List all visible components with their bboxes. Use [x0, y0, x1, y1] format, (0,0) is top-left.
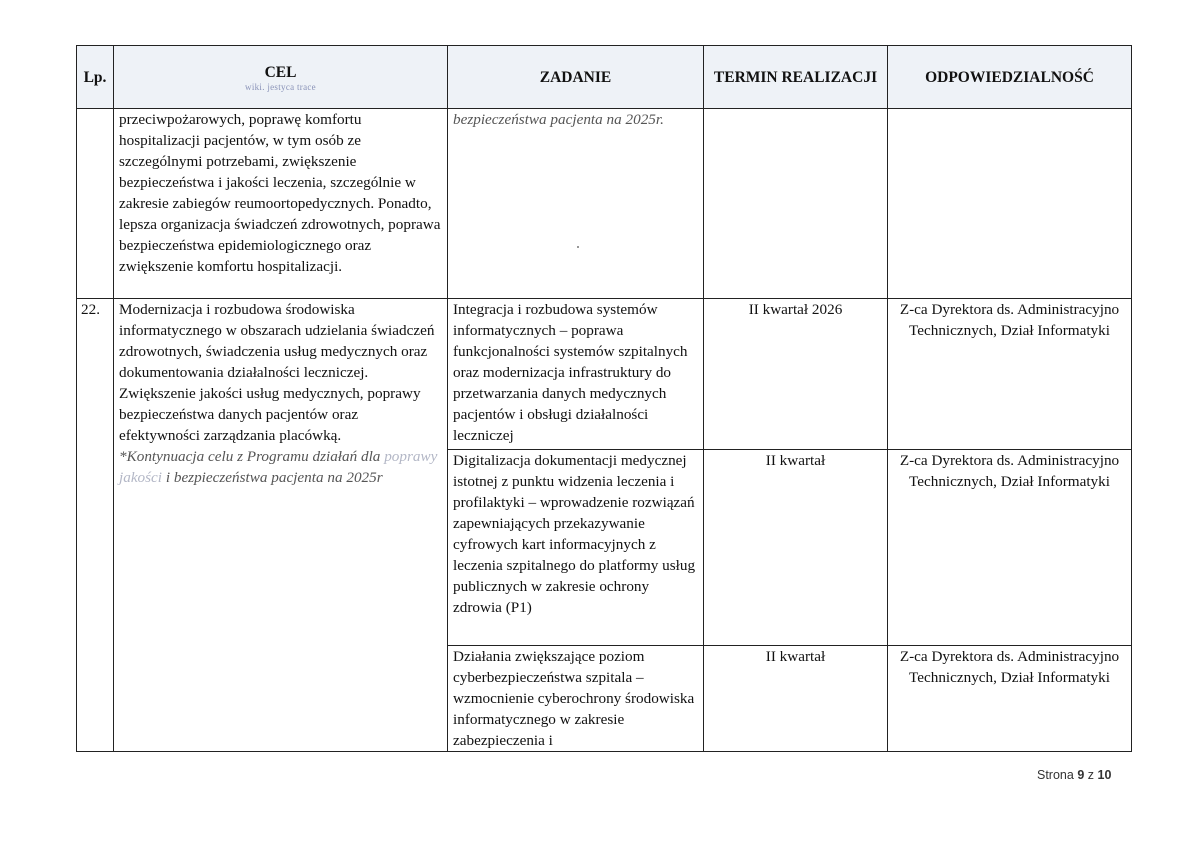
table-header-row — [77, 46, 1132, 109]
header-cel — [114, 46, 448, 109]
action-plan-table — [76, 45, 1132, 752]
cell-termin-22-1: II kwartał 2026 — [704, 299, 888, 450]
cel-22-continuation-note — [119, 448, 437, 486]
footer-page: 9 — [1077, 768, 1085, 782]
cell-odpowiedzialnosc-22-2: Z-ca Dyrektora ds. Administracyjno Technicznych, Dział Informatyki — [888, 450, 1132, 646]
cell-zadanie-22-2: Digitalizacja dokumentacji medycznej istotnej z punktu widzenia leczenia i profilaktyki – wprowadzenie rozwiązań zapewniających przekazywanie cyfrowych kart informacyjnych z leczenia szpitalnego do platformy usług publicznych w zakresie ochrony zdrowia (P1) — [448, 450, 704, 646]
footer-total: 10 — [1097, 768, 1112, 782]
header-termin — [704, 46, 888, 109]
cel-22-text: Modernizacja i rozbudowa środowiska informatycznego w obszarach udzielania świadczeń zdrowotnych, świadczenia usług medycznych oraz dokumentowania działalności leczniczej. Zwiększenie jakości usług medycznych, poprawy bezpieczeństwa danych pacjentów oraz efektywności zarządzania placówką. — [119, 301, 435, 444]
header-lp: Lp. — [77, 46, 114, 109]
header-termin-label: TERMIN REALIZACJI — [713, 68, 878, 86]
cell-cel-22 — [114, 299, 448, 752]
cell-zadanie-continuation: bezpieczeństwa pacjenta na 2025r. — [448, 109, 704, 299]
cell-odpowiedzialnosc-22-3: Z-ca Dyrektora ds. Administracyjno Technicznych, Dział Informatyki — [888, 646, 1132, 752]
table-row-continuation — [77, 109, 1132, 299]
cell-lp-22: 22. — [77, 299, 114, 752]
cell-cel-continuation: przeciwpożarowych, poprawę komfortu hospitalizacji pacjentów, w tym osób ze szczególnymi potrzebami, zwiększenie bezpieczeństwa i jakości leczenia, szczególnie w zakresie zabiegów reumoortopedycznych. Ponadto, lepsza organizacja świadczeń zdrowotnych, poprawa bezpieczeństwa epidemiologicznego oraz zwiększenie komfortu hospitalizacji. — [114, 109, 448, 299]
header-zadanie: ZADANIE — [448, 46, 704, 109]
header-cel-label: CEL — [264, 63, 297, 81]
header-odpowiedzialnosc: ODPOWIEDZIALNOŚĆ — [888, 46, 1132, 109]
cel-22-note-part-a: *Kontynuacja celu z Programu działań dla — [119, 448, 381, 465]
cell-termin-empty — [704, 109, 888, 299]
cell-odpowiedzialnosc-22-1: Z-ca Dyrektora ds. Administracyjno Technicznych, Dział Informatyki — [888, 299, 1132, 450]
cell-zadanie-22-3: Działania zwiększające poziom cyberbezpieczeństwa szpitala – wzmocnienie cyberochrony środowiska informatycznego w zakresie zabezpieczenia i — [448, 646, 704, 752]
cell-termin-22-2: II kwartał — [704, 450, 888, 646]
cel-22-note-part-b: poprawy jakości — [119, 448, 438, 486]
cell-termin-22-3: II kwartał — [704, 646, 888, 752]
page-number-footer — [1037, 768, 1111, 782]
footer-prefix: Strona — [1037, 768, 1074, 782]
table-row-22-task-1 — [77, 299, 1132, 450]
header-cel-faint-note: wiki. jestyca trace — [245, 81, 316, 92]
footer-of: z — [1087, 768, 1095, 782]
cell-lp-empty — [77, 109, 114, 299]
scan-speck — [577, 246, 579, 248]
cell-zadanie-22-1: Integracja i rozbudowa systemów informatycznych – poprawa funkcjonalności systemów szpitalnych oraz modernizacja infrastruktury do przetwarzania danych medycznych pacjentów i obsługi działalności leczniczej — [448, 299, 704, 450]
cell-odpowiedzialnosc-empty — [888, 109, 1132, 299]
cel-22-note-part-c: i bezpieczeństwa pacjenta na 2025r — [165, 469, 383, 486]
